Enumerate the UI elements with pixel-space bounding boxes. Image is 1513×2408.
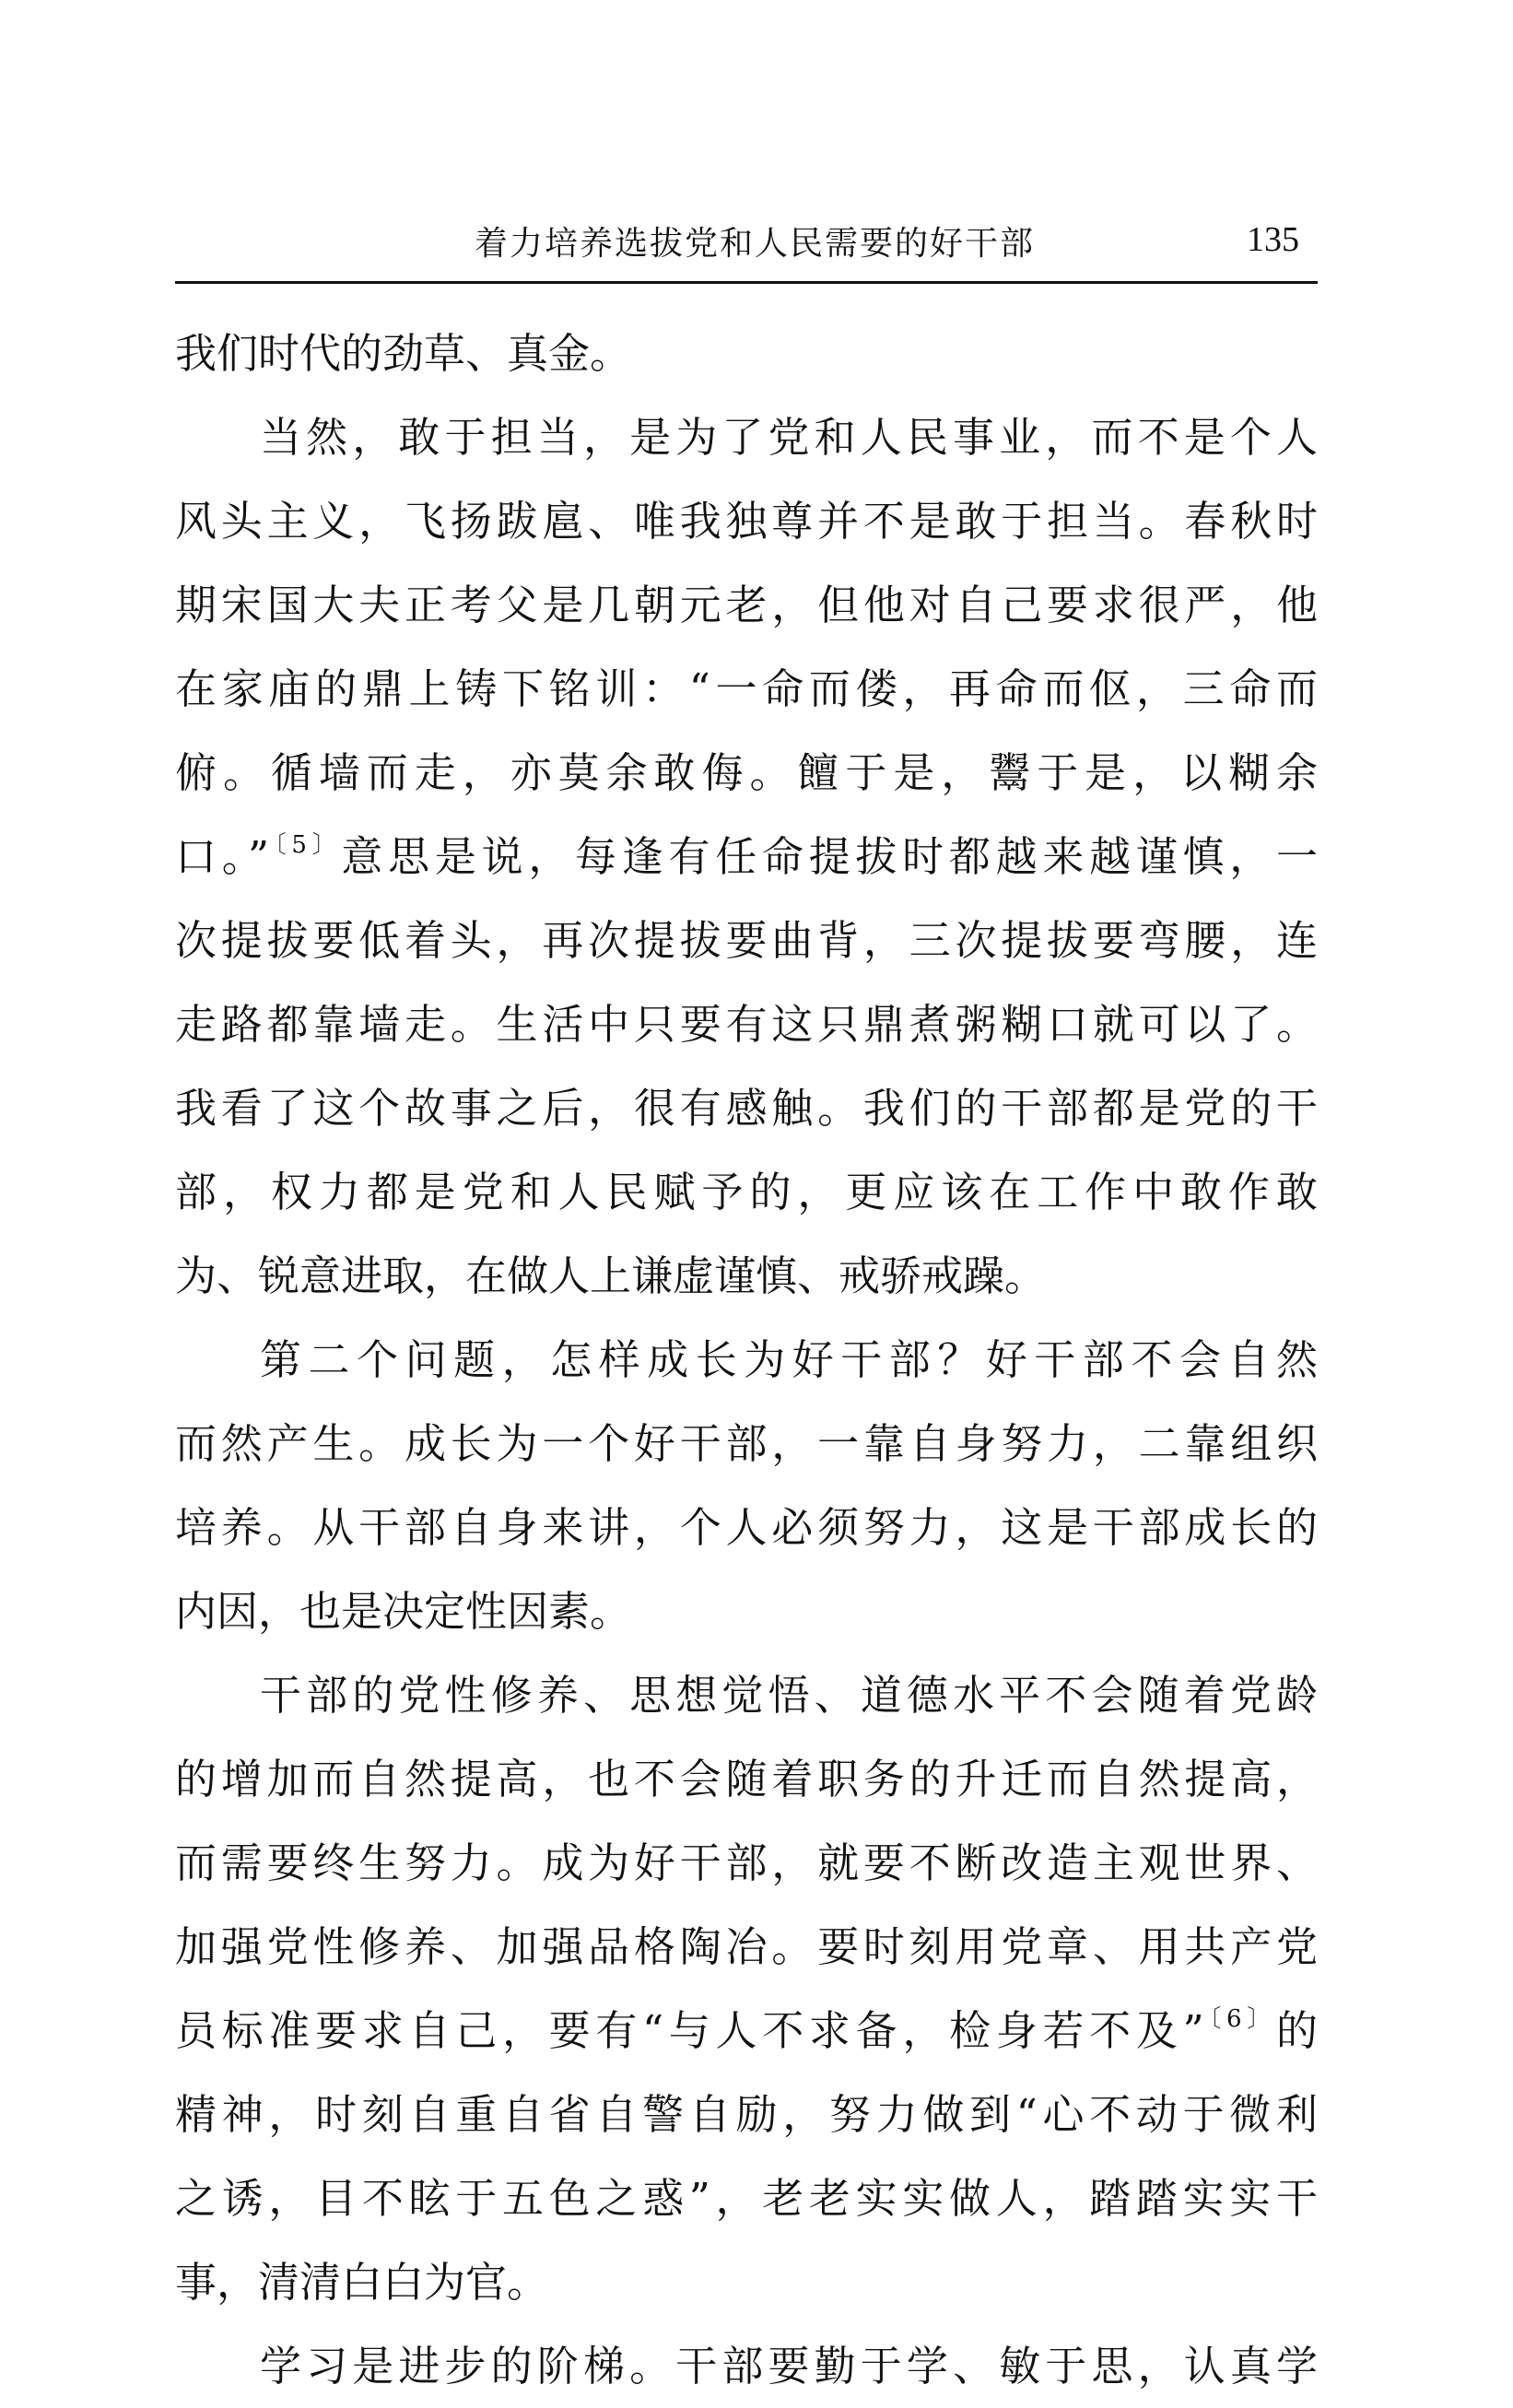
text-line: 风头主义，飞扬跋扈、唯我独尊并不是敢于担当。春秋时 [175, 497, 1318, 546]
text-line: 在家庙的鼎上铸下铭训：“一命而偻，再命而伛，三命而 [175, 664, 1318, 713]
text-line: 的增加而自然提高，也不会随着职务的升迁而自然提高， [175, 1755, 1318, 1803]
text-line: 培养。从干部自身来讲，个人必须努力，这是干部成长的 [175, 1503, 1318, 1552]
text-line: 期宋国大夫正考父是几朝元老，但他对自己要求很严，他 [175, 581, 1318, 629]
text-line: 当然，敢于担当，是为了党和人民事业，而不是个人 [260, 413, 1318, 462]
footnote-reference[interactable]: 〔5〕 [268, 831, 342, 859]
text-line: 而需要终生努力。成为好干部，就要不断改造主观世界、 [175, 1838, 1318, 1887]
text-line: 次提拔要低着头，再次提拔要曲背，三次提拔要弯腰，连 [175, 916, 1318, 965]
text-segment: 意思是说，每逢有任命提拔时都越来越谨慎，一 [341, 832, 1318, 881]
text-line: 而然产生。成长为一个好干部，一靠自身努力，二靠组织 [175, 1419, 1318, 1468]
text-line [175, 815, 1318, 899]
text-line: 干部的党性修养、思想觉悟、道德水平不会随着党龄 [260, 1671, 1318, 1720]
text-line: 俯。循墙而走，亦莫余敢侮。饘于是，鬻于是，以糊余 [175, 748, 1318, 797]
text-line [175, 1989, 1318, 2073]
text-line: 我们时代的劲草、真金。 [175, 329, 632, 378]
page-number: 135 [1247, 220, 1299, 259]
text-line: 精神，时刻自重自省自警自励，努力做到“心不动于微利 [175, 2090, 1318, 2139]
text-segment: 口。” [175, 832, 269, 881]
text-line: 学习是进步的阶梯。干部要勤于学、敏于思，认真学 [260, 2342, 1318, 2390]
text-segment: 的 [1276, 2006, 1318, 2055]
text-line: 事，清清白白为官。 [175, 2258, 549, 2307]
text-line: 为、锐意进取，在做人上谦虚谨慎、戒骄戒躁。 [175, 1251, 1047, 1300]
text-line: 走路都靠墙走。生活中只要有这只鼎煮粥糊口就可以了。 [175, 1000, 1318, 1049]
text-line: 部，权力都是党和人民赋予的，更应该在工作中敢作敢 [175, 1168, 1318, 1216]
text-line: 之诱，目不眩于五色之惑”，老老实实做人，踏踏实实干 [175, 2174, 1318, 2223]
text-line: 第二个问题，怎样成长为好干部？好干部不会自然 [260, 1335, 1318, 1384]
footnote-reference[interactable]: 〔6〕 [1203, 2005, 1276, 2033]
text-segment: 员标准要求自己，要有“与人不求备，检身若不及” [175, 2006, 1204, 2055]
running-title: 着力培养选拔党和人民需要的好干部 [475, 225, 1036, 263]
body-text [175, 311, 1318, 2408]
header-rule [175, 281, 1318, 284]
running-header [175, 210, 1318, 275]
text-line: 我看了这个故事之后，很有感触。我们的干部都是党的干 [175, 1084, 1318, 1133]
text-line: 加强党性修养、加强品格陶冶。要时刻用党章、用共产党 [175, 1922, 1318, 1971]
text-line: 内因，也是决定性因素。 [175, 1587, 632, 1636]
